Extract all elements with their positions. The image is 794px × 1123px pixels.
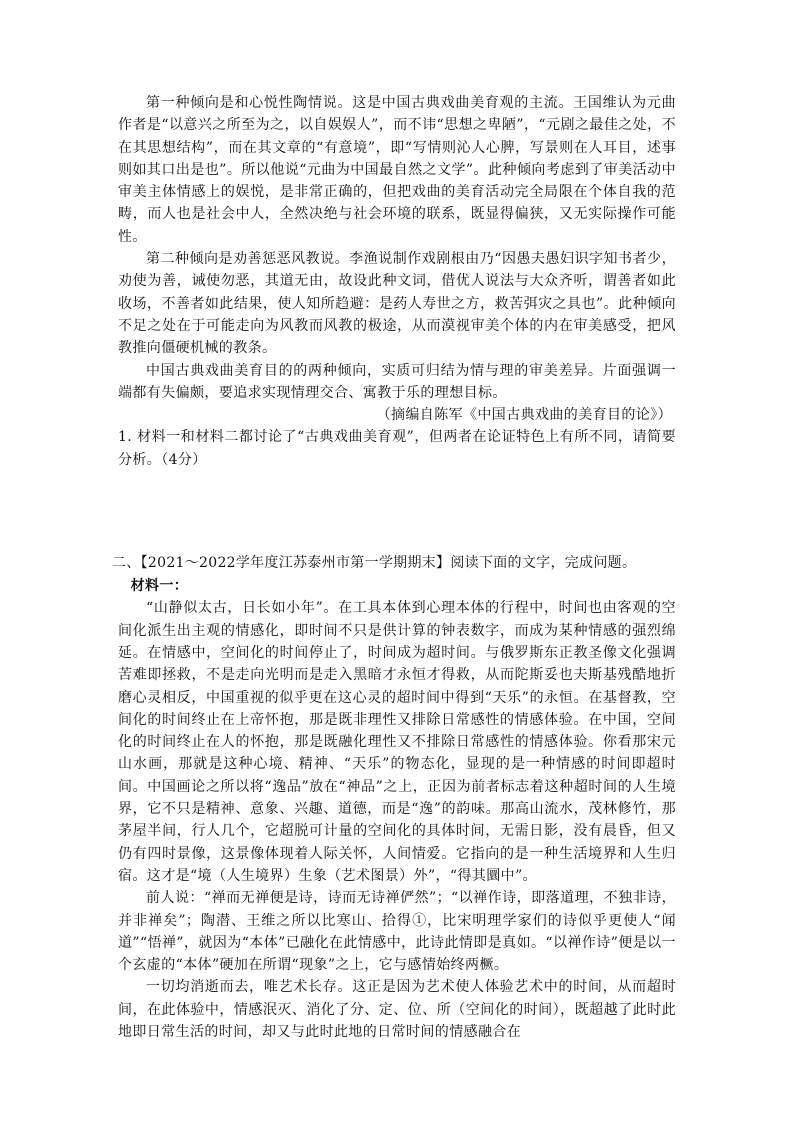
paragraph: 中国古典戏曲美育目的的两种倾向，实质可归结为情与理的审美差异。片面强调一端都有失偏颇，要追求实现情理交合、寓教于乐的理想目标。: [118, 362, 676, 401]
paragraph: 第二种倾向是劝善惩恶风教说。李渔说制作戏剧根由乃“因愚夫愚妇识字知书者少，劝使为善，诫使勿恶，其道无由，故设此种文词，借优人说法与大众齐听，谓善者如此收场，不善者如此结果，使人知所趋避：是药人寿世之方，救苦弭灾之具也”。此种倾向不足之处在于可能走向为风教而风教的极途，从而漠视审美个体的内在审美感受，把风教推向僵硬机械的教条。: [118, 251, 676, 357]
section-heading: 二、【2021～2022学年度江苏泰州市第一学期期末】阅读下面的文字，完成问题。: [112, 555, 637, 572]
paragraph: 前人说：“禅而无禅便是诗，诗而无诗禅俨然”；“以禅作诗，即落道理，不独非诗，并非禅矣”；陶潜、王维之所以比寒山、拾得①，比宋明理学家们的诗似乎更使人“闻道”“悟禅”，就因为“本体”已融化在此情感中，此诗此情即是真如。“以禅作诗”便是以一个玄虚的“本体”硬加在所谓“现象”之上，它与感情始终两橛。: [118, 890, 676, 974]
document-page: [112, 92, 676, 1043]
material-label: 材料一：: [130, 578, 189, 595]
paragraph: “山静似太古，日长如小年”。在工具本体到心理本体的行程中，时间也由客观的空间化派生出主观的情感化，即时间不只是供计算的钟表数字，而成为某种情感的强烈绵延。在情感中，空间化的时间停止了，时间成为超时间。与俄罗斯东正教圣像文化强调苦难即拯救，不是走向光明而是走入黑暗才永恒才得救，从而陀斯妥也夫斯基残酷地折磨心灵相反，中国重视的似乎更在这心灵的超时间中得到“天乐”的永恒。在基督教，空间化的时间终止在上帝怀抱，那是既非理性又排除日常感性的情感体验。在中国，空间化的时间终止在人的怀抱，那是既融化理性又不排除日常感性的情感体验。你看那宋元山水画，那就是这种心境、精神、“天乐”的物态化，显现的是一种情感的时间即超时间。中国画论之所以将“逸品”放在“神品”之上，正因为前者标志着这种超时间的人生境界，它不只是精神、意象、兴趣、道德，而是“逸”的韵味。那高山流水，茂林修竹，那茅屋半间，行人几个，它超脱可计量的空间化的具体时间，无需日影，没有晨昏，但又仍有四时景像，这景像体现着人际关怀，人间情爱。它指向的是一种生活境界和人生归宿。这才是“境（人生境界）生象（艺术图景）外”，“得其圜中”。: [118, 600, 676, 884]
source-citation: （摘编自陈军《中国古典戏曲的美育目的论》）: [376, 407, 672, 424]
paragraph: 一切均消逝而去，唯艺术长存。这正是因为艺术使人体验艺术中的时间，从而超时间，在此体验中，情感泯灭、消化了分、定、位、所（空间化的时间），既超越了此时此地即日常生活的时间，却又与此时此地的日常时间的情感融合在: [118, 979, 676, 1040]
question: 1. 材料一和材料二都讨论了“古典戏曲美育观”，但两者在论证特色上有所不同，请简要分析。（4分）: [118, 429, 676, 468]
paragraph: 第一种倾向是和心悦性陶情说。这是中国古典戏曲美育观的主流。王国维认为元曲作者是“以意兴之所至为之，以自娱娱人”，而不讳“思想之卑陋”，“元剧之最佳之处，不在其思想结构”，而在其文章的“有意境”，即“写情则沁人心脾，写景则在人耳目，述事则如其口出是也”。所以他说“元曲为中国最自然之文学”。此种倾向考虑到了审美活动中审美主体情感上的娱悦，是非常正确的，但把戏曲的美育活动完全局限在个体自我的范畴，而人也是社会中人，全然决绝与社会环境的联系，既显得偏狭，又无实际操作可能性。: [118, 95, 676, 245]
spacer: [118, 471, 676, 551]
